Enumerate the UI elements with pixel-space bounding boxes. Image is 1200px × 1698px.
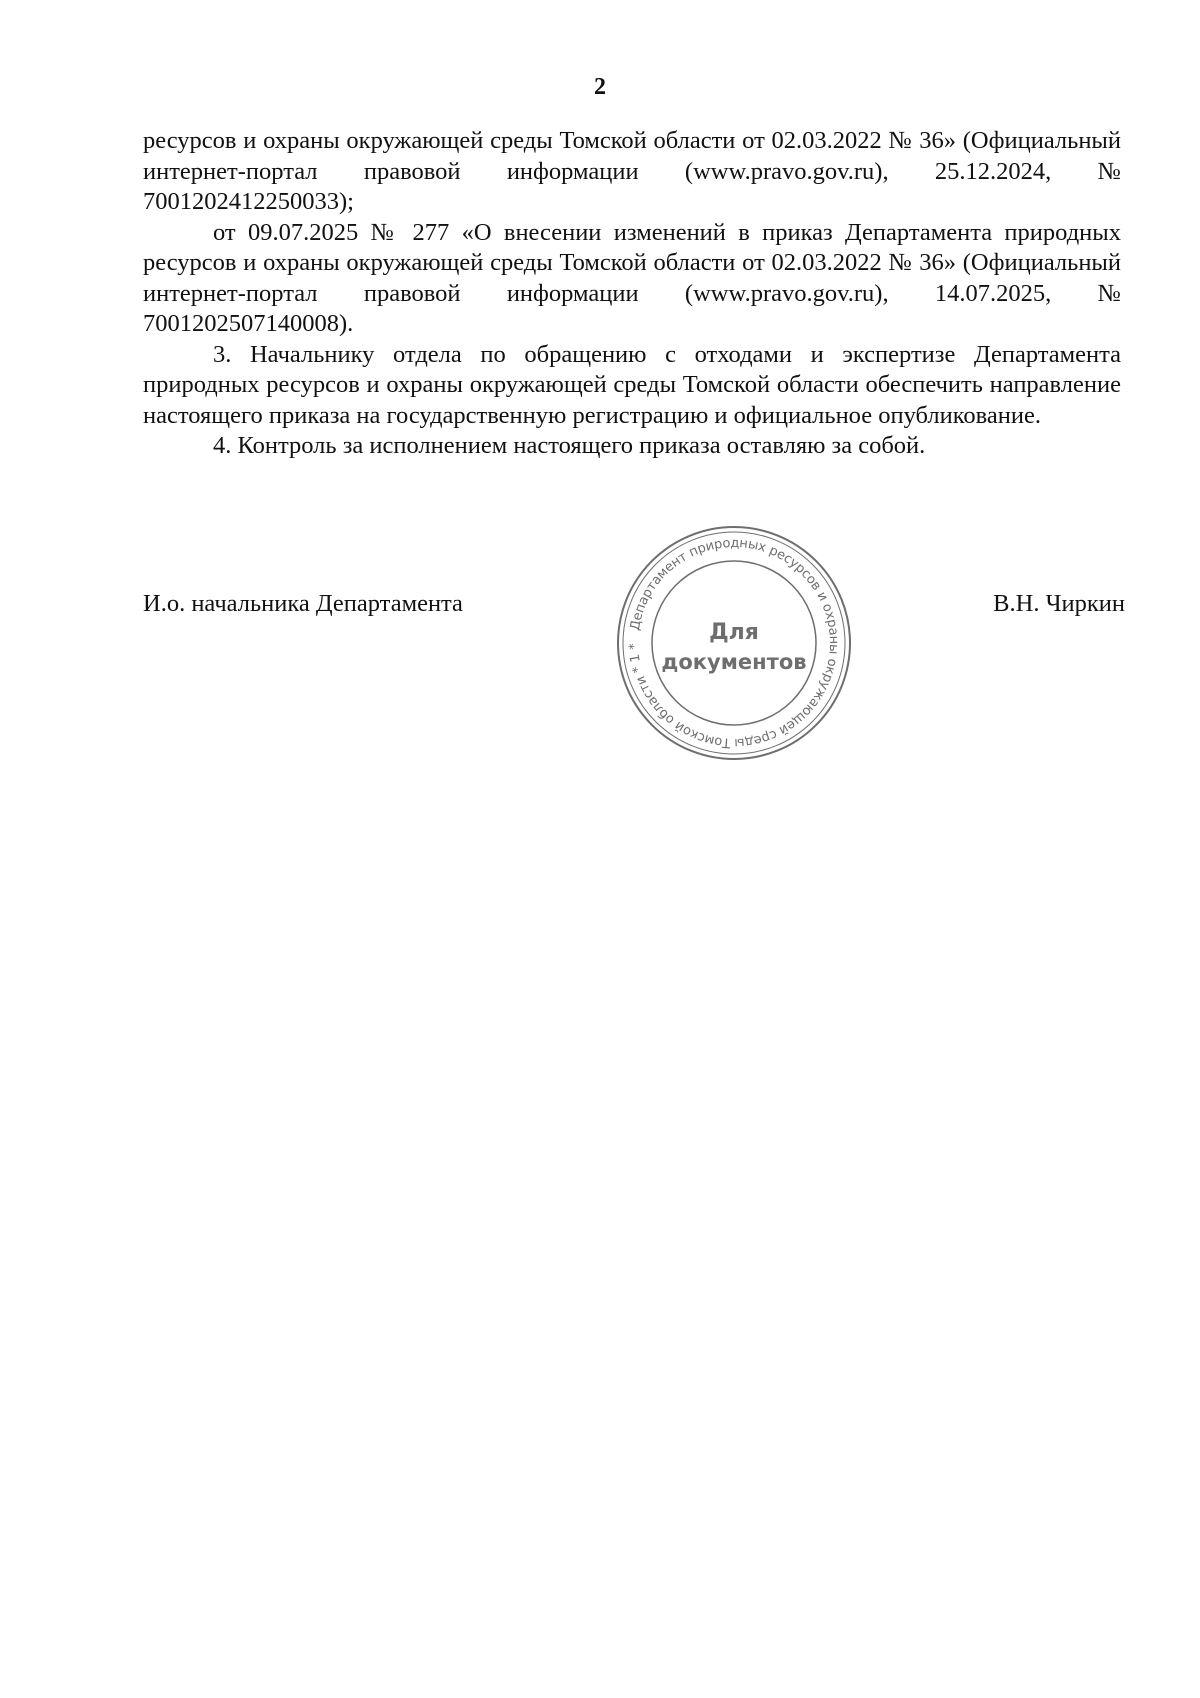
paragraph-item-4: 4. Контроль за исполнением настоящего приказа оставляю за собой.	[213, 432, 926, 459]
seal-graphic	[614, 523, 854, 763]
document-body	[143, 126, 1121, 462]
page-number: 2	[594, 74, 606, 100]
paragraph-item-3: 3. Начальнику отдела по обращению с отходами и экспертизе Департамента природных ресурсов и охраны окружающей среды Томской области обеспечить направление настоящего приказа на государственную регистрацию и официальное опубликование.	[143, 340, 1121, 429]
signatory-position: И.о. начальника Департамента	[143, 590, 463, 617]
seal-center-line-1: Для	[709, 620, 759, 645]
official-seal-stamp	[614, 523, 854, 763]
paragraph-continuation: ресурсов и охраны окружающей среды Томской области от 02.03.2022 № 36» (Официальный интернет-портал правовой информации (www.pravo.gov.ru), 25.12.2024, № 7001202412250033);	[143, 127, 1121, 215]
paragraph-order-amendment: от 09.07.2025 № 277 «О внесении изменений в приказ Департамента природных ресурсов и охраны окружающей среды Томской области от 02.03.2022 № 36» (Официальный интернет-портал правовой информации (www.pravo.gov.ru), 14.07.2025, № 7001202507140008).	[143, 218, 1121, 337]
seal-ring-text: Департамент природных ресурсов и охраны окружающей среды Томской области * 1 *	[626, 535, 842, 751]
seal-center-line-2: документов	[661, 650, 807, 674]
signatory-name: В.Н. Чиркин	[993, 590, 1125, 617]
